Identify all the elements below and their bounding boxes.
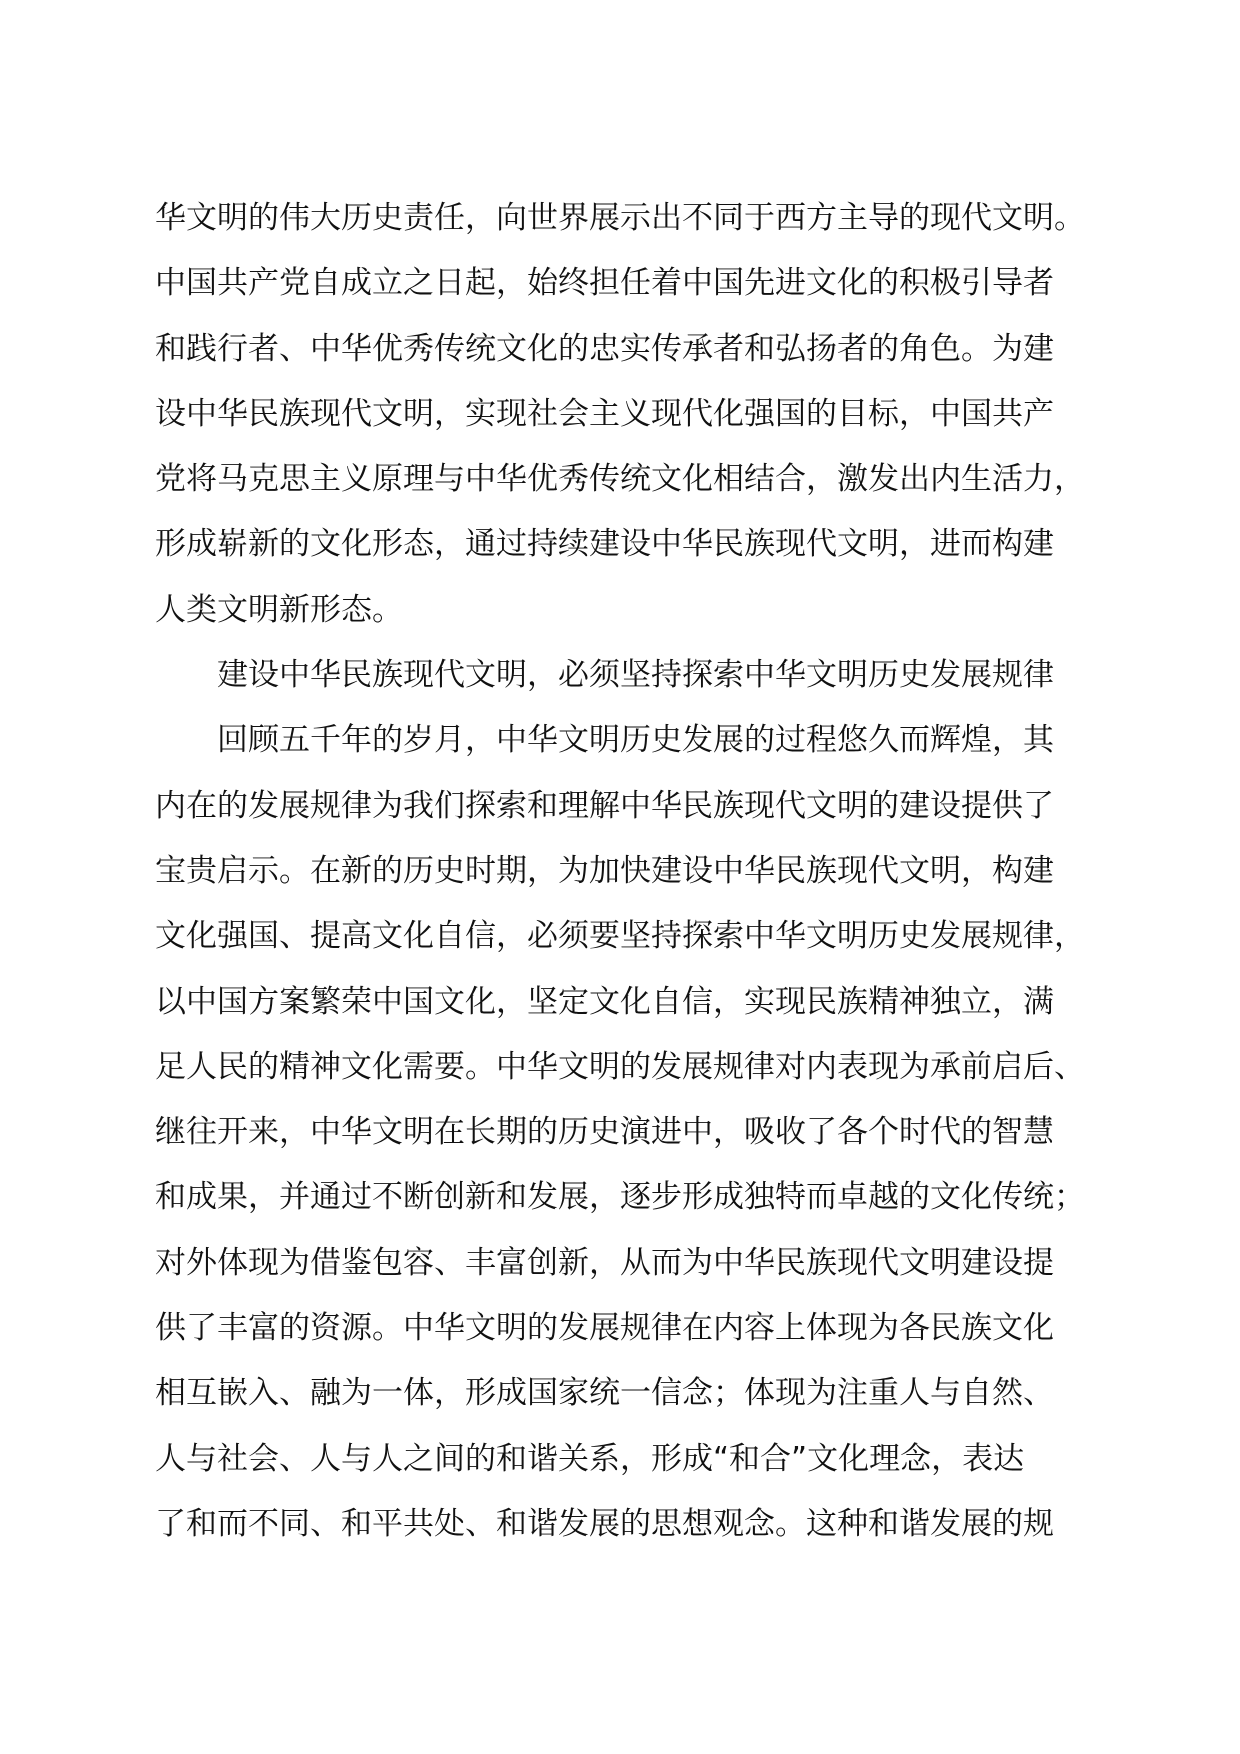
text-line: 和成果，并通过不断创新和发展，逐步形成独特而卓越的文化传统； xyxy=(155,1179,1085,1216)
text-line: 供了丰富的资源。中华文明的发展规律在内容上体现为各民族文化 xyxy=(155,1310,1054,1347)
text-line: 华文明的伟大历史责任，向世界展示出不同于西方主导的现代文明。 xyxy=(155,200,1085,236)
text-line: 人类文明新形态。 xyxy=(155,591,403,628)
text-line: 文化强国、提高文化自信，必须要坚持探索中华文明历史发展规律， xyxy=(155,918,1085,955)
text-line: 人与社会、人与人之间的和谐关系，形成“和合”文化理念，表达 xyxy=(155,1440,1025,1477)
body-text xyxy=(155,186,1095,1557)
text-line: 宝贵启示。在新的历史时期，为加快建设中华民族现代文明，构建 xyxy=(155,852,1054,889)
text-line: 党将马克思主义原理与中华优秀传统文化相结合，激发出内生活力， xyxy=(155,461,1085,498)
text-line: 对外体现为借鉴包容、丰富创新，从而为中华民族现代文明建设提 xyxy=(155,1244,1054,1281)
paragraph xyxy=(155,643,1095,708)
text-line: 相互嵌入、融为一体，形成国家统一信念；体现为注重人与自然、 xyxy=(155,1375,1054,1412)
text-line: 形成崭新的文化形态，通过持续建设中华民族现代文明，进而构建 xyxy=(155,526,1054,563)
text-line: 内在的发展规律为我们探索和理解中华民族现代文明的建设提供了 xyxy=(155,787,1054,824)
text-line: 设中华民族现代文明，实现社会主义现代化强国的目标，中国共产 xyxy=(155,395,1054,432)
text-line: 以中国方案繁荣中国文化，坚定文化自信，实现民族精神独立，满 xyxy=(155,983,1054,1020)
text-line: 建设中华民族现代文明，必须坚持探索中华文明历史发展规律 xyxy=(217,657,1054,694)
text-line: 中国共产党自成立之日起，始终担任着中国先进文化的积极引导者 xyxy=(155,265,1054,302)
text-line: 足人民的精神文化需要。中华文明的发展规律对内表现为承前启后、 xyxy=(155,1048,1085,1085)
text-line: 回顾五千年的岁月，中华文明历史发展的过程悠久而辉煌，其 xyxy=(217,722,1054,759)
text-line: 继往开来，中华文明在长期的历史演进中，吸收了各个时代的智慧 xyxy=(155,1114,1054,1151)
paragraph xyxy=(155,186,1095,643)
text-line: 了和而不同、和平共处、和谐发展的思想观念。这种和谐发展的规 xyxy=(155,1505,1054,1542)
paragraph xyxy=(155,708,1095,1557)
text-line: 和践行者、中华优秀传统文化的忠实传承者和弘扬者的角色。为建 xyxy=(155,330,1054,367)
